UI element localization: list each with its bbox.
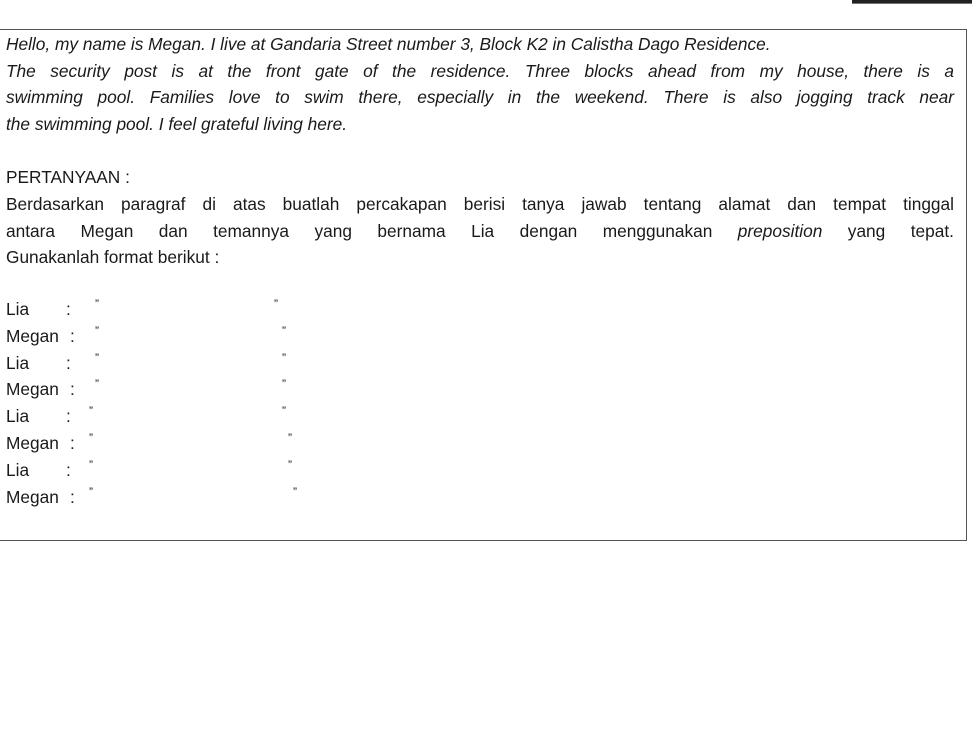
colon: : bbox=[66, 352, 71, 373]
dialog-row bbox=[6, 299, 406, 326]
speaker-name: Megan bbox=[6, 379, 59, 400]
instruction-text: antara Megan dan temannya yang bernama Lia dengan menggunakan bbox=[6, 220, 738, 241]
open-quote: ” bbox=[89, 430, 93, 445]
open-quote: ” bbox=[95, 323, 99, 338]
open-quote: ” bbox=[95, 297, 99, 311]
story-line: swimming pool. Families love to swim there, especially in the weekend. There is also jogging track near bbox=[6, 87, 954, 108]
open-quote: ” bbox=[89, 457, 93, 472]
colon: : bbox=[70, 325, 75, 346]
close-quote: ” bbox=[282, 323, 286, 338]
colon: : bbox=[66, 299, 71, 319]
instruction-line: Gunakanlah format berikut : bbox=[6, 247, 220, 268]
dialog-row bbox=[6, 406, 406, 433]
story-line: Hello, my name is Megan. I live at Gandaria Street number 3, Block K2 in Calistha Dago Residence. bbox=[6, 34, 771, 54]
dialog-row bbox=[6, 430, 406, 460]
instruction-line bbox=[6, 218, 954, 245]
close-quote: ” bbox=[288, 430, 292, 445]
close-quote: ” bbox=[282, 350, 286, 365]
colon: : bbox=[66, 459, 71, 480]
close-quote: ” bbox=[288, 457, 292, 472]
question-instructions bbox=[6, 191, 954, 271]
preposition-term: preposition bbox=[737, 220, 823, 241]
speaker-name: Lia bbox=[6, 299, 30, 319]
dialog-format bbox=[6, 299, 406, 513]
colon: : bbox=[66, 406, 71, 427]
open-quote: ” bbox=[89, 484, 93, 499]
close-quote: ” bbox=[293, 484, 297, 499]
close-quote: ” bbox=[274, 297, 278, 311]
close-quote: ” bbox=[282, 404, 286, 419]
speaker-name: Megan bbox=[6, 486, 59, 507]
close-quote: ” bbox=[282, 377, 286, 392]
colon: : bbox=[70, 486, 75, 507]
instruction-line: Berdasarkan paragraf di atas buatlah percakapan berisi tanya jawab tentang alamat dan tempat tinggal bbox=[6, 194, 954, 214]
story-paragraph bbox=[6, 31, 954, 138]
instruction-text: yang tepat. bbox=[822, 220, 954, 241]
open-quote: ” bbox=[95, 350, 99, 365]
dialog-row bbox=[6, 484, 406, 514]
colon: : bbox=[70, 432, 75, 453]
question-title: PERTANYAAN : bbox=[6, 167, 130, 187]
open-quote: ” bbox=[89, 404, 93, 419]
dialog-row bbox=[6, 350, 406, 380]
speaker-name: Lia bbox=[6, 406, 30, 427]
dialog-row bbox=[6, 457, 406, 487]
speaker-name: Lia bbox=[6, 459, 30, 480]
speaker-name: Megan bbox=[6, 325, 59, 346]
cropped-header-text bbox=[852, 0, 972, 6]
story-line: the swimming pool. I feel grateful living here. bbox=[6, 114, 347, 135]
story-line: The security post is at the front gate of the residence. Three blocks ahead from my house, there is a bbox=[6, 60, 954, 81]
speaker-name: Megan bbox=[6, 432, 59, 453]
open-quote: ” bbox=[95, 377, 99, 392]
speaker-name: Lia bbox=[6, 352, 30, 373]
dialog-row bbox=[6, 323, 406, 353]
colon: : bbox=[70, 379, 75, 400]
dialog-row bbox=[6, 379, 406, 406]
